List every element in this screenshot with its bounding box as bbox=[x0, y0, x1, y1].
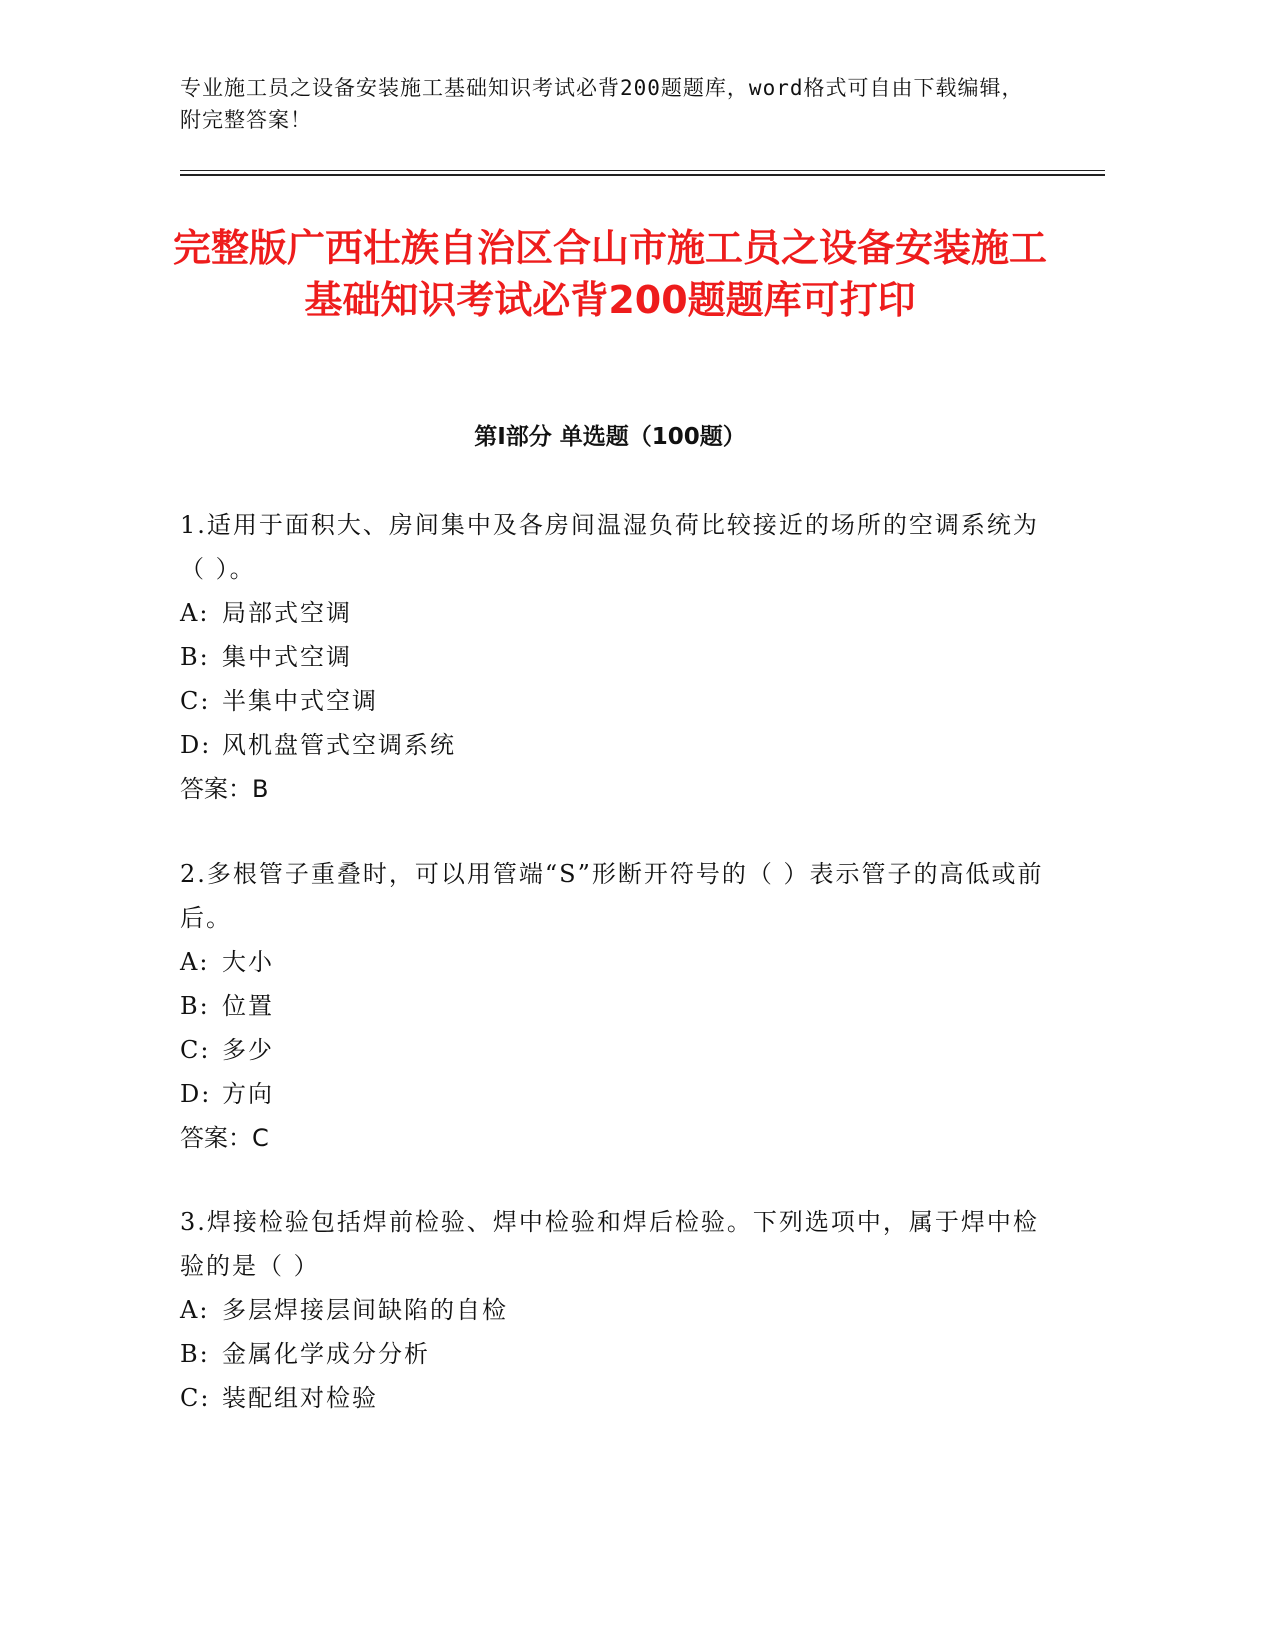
option-text: 位置 bbox=[222, 992, 274, 1020]
option-a bbox=[180, 1288, 1060, 1332]
option-key: A: bbox=[180, 1296, 210, 1324]
question-2 bbox=[180, 852, 1060, 1160]
section-heading: 第Ⅰ部分 单选题（100题） bbox=[474, 424, 746, 450]
option-text: 半集中式空调 bbox=[222, 687, 378, 715]
option-c bbox=[180, 1376, 1060, 1420]
question-1 bbox=[180, 503, 1060, 811]
question-3 bbox=[180, 1200, 1060, 1420]
header-note: 专业施工员之设备安装施工基础知识考试必背200题题库，word格式可自由下载编辑，附完整答案！ bbox=[180, 76, 1024, 132]
option-text: 方向 bbox=[222, 1080, 274, 1108]
option-text: 局部式空调 bbox=[222, 599, 352, 627]
option-key: C: bbox=[180, 1036, 211, 1064]
option-c bbox=[180, 679, 1060, 723]
option-key: C: bbox=[180, 687, 211, 715]
option-text: 多层焊接层间缺陷的自检 bbox=[222, 1296, 508, 1324]
option-key: B: bbox=[180, 1340, 210, 1368]
question-stem: 1.适用于面积大、房间集中及各房间温湿负荷比较接近的场所的空调系统为（ ）。 bbox=[180, 511, 1039, 583]
option-text: 装配组对检验 bbox=[222, 1384, 378, 1412]
option-key: C: bbox=[180, 1384, 211, 1412]
option-c bbox=[180, 1028, 1060, 1072]
option-key: D: bbox=[180, 1080, 212, 1108]
option-d bbox=[180, 1072, 1060, 1116]
option-key: A: bbox=[180, 948, 210, 976]
document-title: 完整版广西壮族自治区合山市施工员之设备安装施工基础知识考试必背200题题库可打印 bbox=[172, 226, 1047, 322]
option-text: 金属化学成分分析 bbox=[222, 1340, 430, 1368]
option-d bbox=[180, 723, 1060, 767]
question-stem: 3.焊接检验包括焊前检验、焊中检验和焊后检验。下列选项中，属于焊中检验的是（ ） bbox=[180, 1208, 1039, 1280]
option-key: D: bbox=[180, 731, 212, 759]
option-text: 大小 bbox=[222, 948, 274, 976]
option-a bbox=[180, 940, 1060, 984]
option-b bbox=[180, 984, 1060, 1028]
option-text: 集中式空调 bbox=[222, 643, 352, 671]
option-text: 多少 bbox=[222, 1036, 274, 1064]
answer-line: 答案：B bbox=[180, 775, 269, 803]
option-key: A: bbox=[180, 599, 210, 627]
option-key: B: bbox=[180, 643, 210, 671]
header-rule-thin bbox=[180, 170, 1105, 171]
option-a bbox=[180, 591, 1060, 635]
header-rule-thick bbox=[180, 174, 1105, 176]
option-key: B: bbox=[180, 992, 210, 1020]
option-b bbox=[180, 1332, 1060, 1376]
option-text: 风机盘管式空调系统 bbox=[222, 731, 456, 759]
option-b bbox=[180, 635, 1060, 679]
question-stem: 2.多根管子重叠时，可以用管端“S”形断开符号的（ ）表示管子的高低或前后。 bbox=[180, 860, 1044, 932]
answer-line: 答案：C bbox=[180, 1124, 269, 1152]
